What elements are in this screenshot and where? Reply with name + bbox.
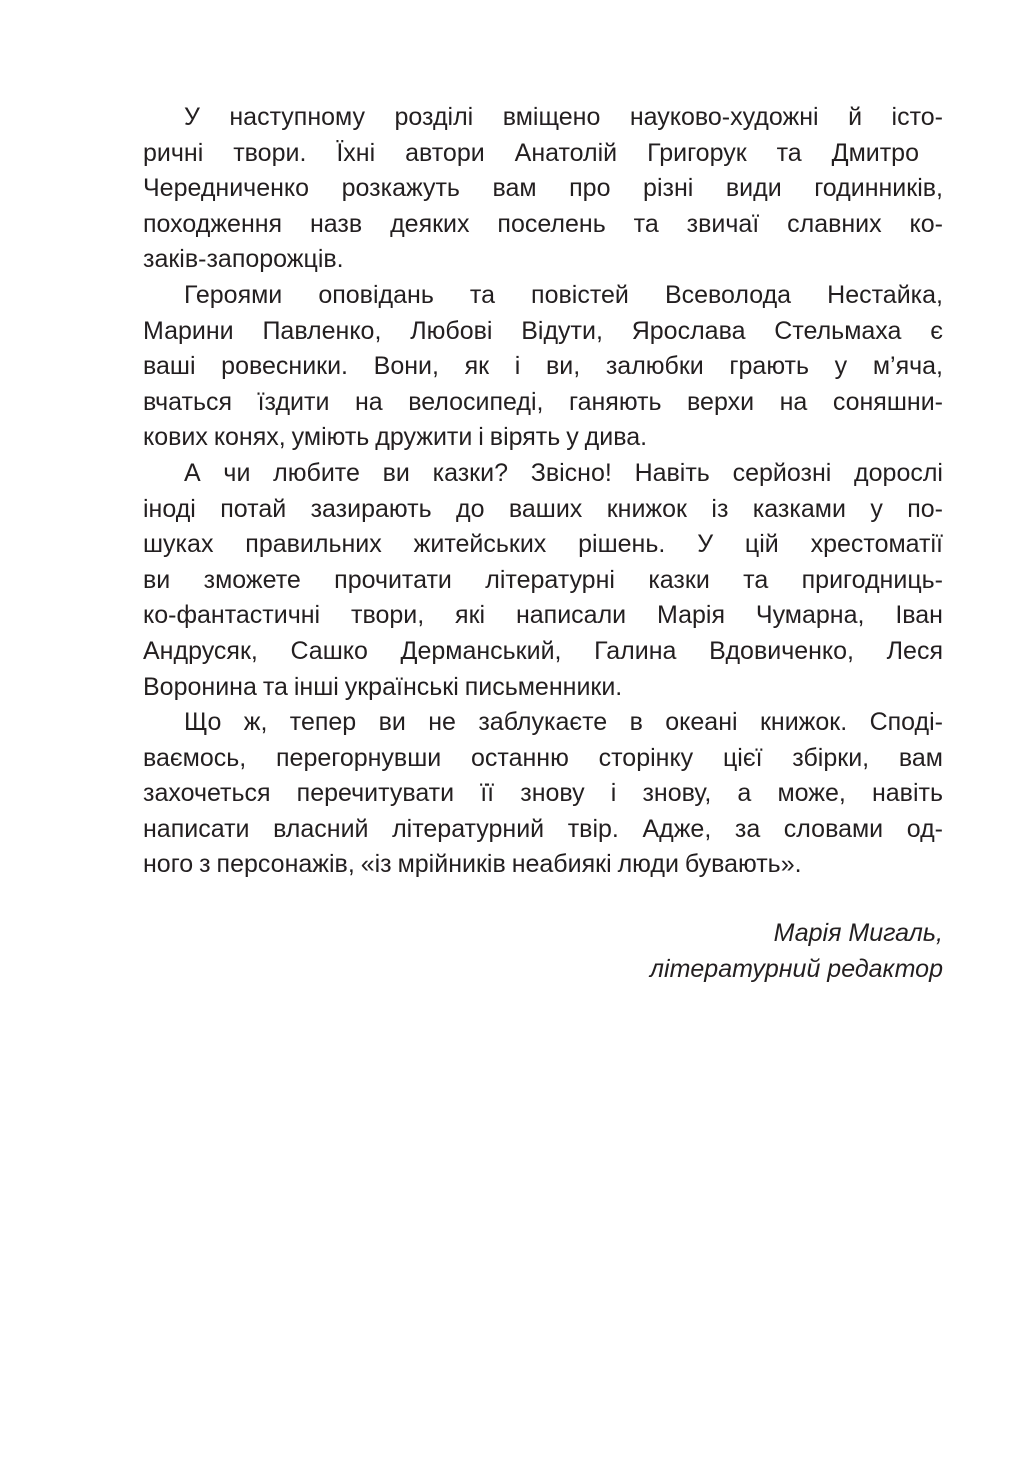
signature-role: літературний редактор (649, 955, 943, 983)
text-line: Воронина та інші українські письменники. (143, 672, 623, 701)
text-line: ви зможете прочитати літературні казки та пригодниць- (143, 565, 943, 594)
text-line: ваші ровесники. Вони, як і ви, залюбки грають у м’яча, (143, 352, 943, 381)
text-line: ричні твори. Їхні автори Анатолій Григорук та Дмитро (143, 138, 919, 167)
text-line: ко-фантастичні твори, які написали Марія Чумарна, Іван (143, 601, 943, 630)
text-line: написати власний літературний твір. Адже, за словами од- (143, 814, 943, 843)
text-line: У наступному розділі вміщено науково-художні й істо- (184, 103, 943, 131)
text-line: захочеться перечитувати її знову і знову, а може, навіть (143, 779, 943, 808)
text-line: вчаться їздити на велосипеді, ганяють верхи на соняшни- (143, 387, 943, 416)
text-line: ваємось, перегорнувши останню сторінку цієї збірки, вам (143, 743, 943, 772)
text-line: іноді потай зазирають до ваших книжок із казками у по- (143, 494, 943, 523)
text-line: шуках правильних житейських рішень. У цій хрестоматії (143, 530, 943, 559)
paragraph (143, 456, 943, 705)
text-line: Героями оповідань та повістей Всеволода Нестайка, (184, 280, 943, 309)
text-line: Андрусяк, Сашко Дерманський, Галина Вдовиченко, Леся (143, 636, 943, 665)
text-line: Марини Павленко, Любові Відути, Ярослава Стельмаха є (143, 316, 943, 345)
text-line: кових конях, уміють дружити і вірять у дива. (143, 423, 648, 452)
signature-name: Марія Мигаль, (773, 919, 943, 947)
signature (650, 915, 943, 987)
paragraph (143, 100, 943, 278)
paragraph (143, 278, 943, 456)
text-line: походження назв деяких поселень та звичаї славних ко- (143, 209, 943, 238)
text-line: ного з персонажів, «із мрійників неабиякі люди бувають». (143, 850, 802, 879)
text-line: А чи любите ви казки? Звісно! Навіть серйозні дорослі (184, 458, 943, 487)
body-text (143, 100, 943, 883)
paragraph (143, 705, 943, 883)
text-line: Чередниченко розкажуть вам про різні види годинників, (143, 174, 943, 203)
text-line: заків-запорожців. (143, 245, 344, 274)
text-line: Що ж, тепер ви не заблукаєте в океані книжок. Сподi- (184, 708, 943, 737)
